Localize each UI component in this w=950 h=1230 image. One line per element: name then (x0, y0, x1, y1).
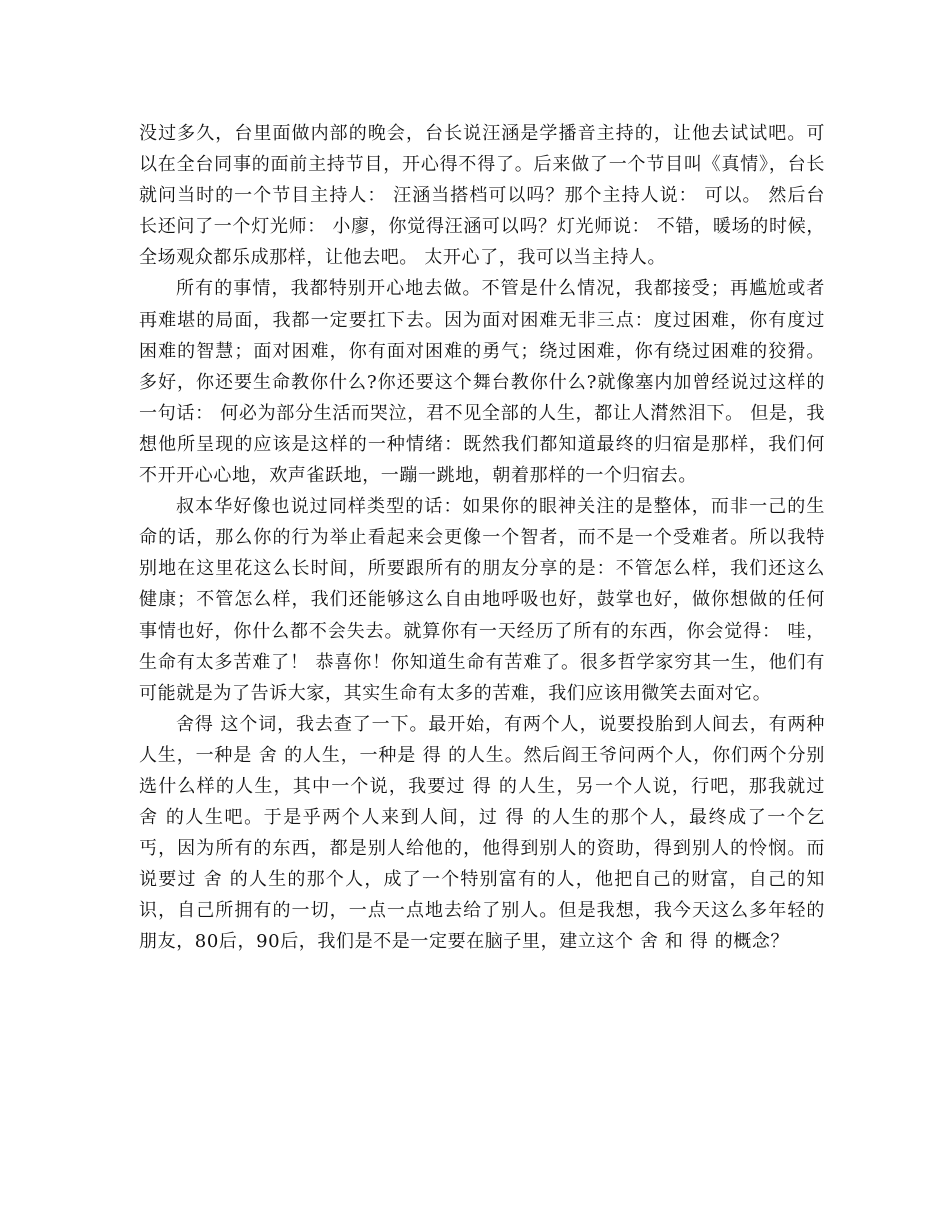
paragraph-2: 所有的事情，我都特别开心地去做。不管是什么情况，我都接受；再尴尬或者再难堪的局面，我都一定要扛下去。因为面对困难无非三点：度过困难，你有度过困难的智慧；面对困难，你有面对困难的勇气；绕过困难，你有绕过困难的狡猾。多好，你还要生命教你什么?你还要这个舞台教你什么?就像塞内加曾经说过这样的一句话： 何必为部分生活而哭泣，君不见全部的人生，都让人潸然泪下。 但是，我想他所呈现的应该是这样的一种情绪：既然我们都知道最终的归宿是那样，我们何不开开心心地，欢声雀跃地，一蹦一跳地，朝着那样的一个归宿去。 (139, 278, 825, 487)
paragraph-4: 舍得 这个词，我去查了一下。最开始，有两个人，说要投胎到人间去，有两种人生，一种是 舍 的人生，一种是 得 的人生。然后阎王爷问两个人，你们两个分别选什么样的人生，其中一个说，我要过 得 的人生，另一个人说，行吧，那我就过 舍 的人生吧。于是乎两个人来到人间，过 得 的人生的那个人，最终成了一个乞丐，因为所有的东西，都是别人给他的，他得到别人的资助，得到别人的怜悯。而说要过 舍 的人生的那个人，成了一个特别富有的人，他把自己的财富，自己的知识，自己所拥有的一切，一点一点地去给了别人。但是我想，我今天这么多年轻的朋友，80后，90后，我们是不是一定要在脑子里，建立这个 舍 和 得 的概念？ (139, 713, 825, 953)
paragraph-1: 没过多久，台里面做内部的晚会，台长说汪涵是学播音主持的，让他去试试吧。可以在全台同事的面前主持节目，开心得不得了。后来做了一个节目叫《真情》，台长就问当时的一个节目主持人： 汪涵当搭档可以吗？那个主持人说： 可以。 然后台长还问了一个灯光师： 小廖，你觉得汪涵可以吗？灯光师说： 不错，暖场的时候，全场观众都乐成那样，让他去吧。 太开心了，我可以当主持人。 (139, 123, 825, 269)
paragraph-3: 叔本华好像也说过同样类型的话：如果你的眼神关注的是整体，而非一己的生命的话，那么你的行为举止看起来会更像一个智者，而不是一个受难者。所以我特别地在这里花这么长时间，所要跟所有的朋友分享的是：不管怎么样，我们还这么健康；不管怎么样，我们还能够这么自由地呼吸也好，鼓掌也好，做你想做的任何事情也好，你什么都不会失去。就算你有一天经历了所有的东西，你会觉得： 哇，生命有太多苦难了！ 恭喜你！你知道生命有苦难了。很多哲学家穷其一生，他们有可能就是为了告诉大家，其实生命有太多的苦难，我们应该用微笑去面对它。 (139, 496, 825, 704)
body-text (139, 118, 825, 958)
